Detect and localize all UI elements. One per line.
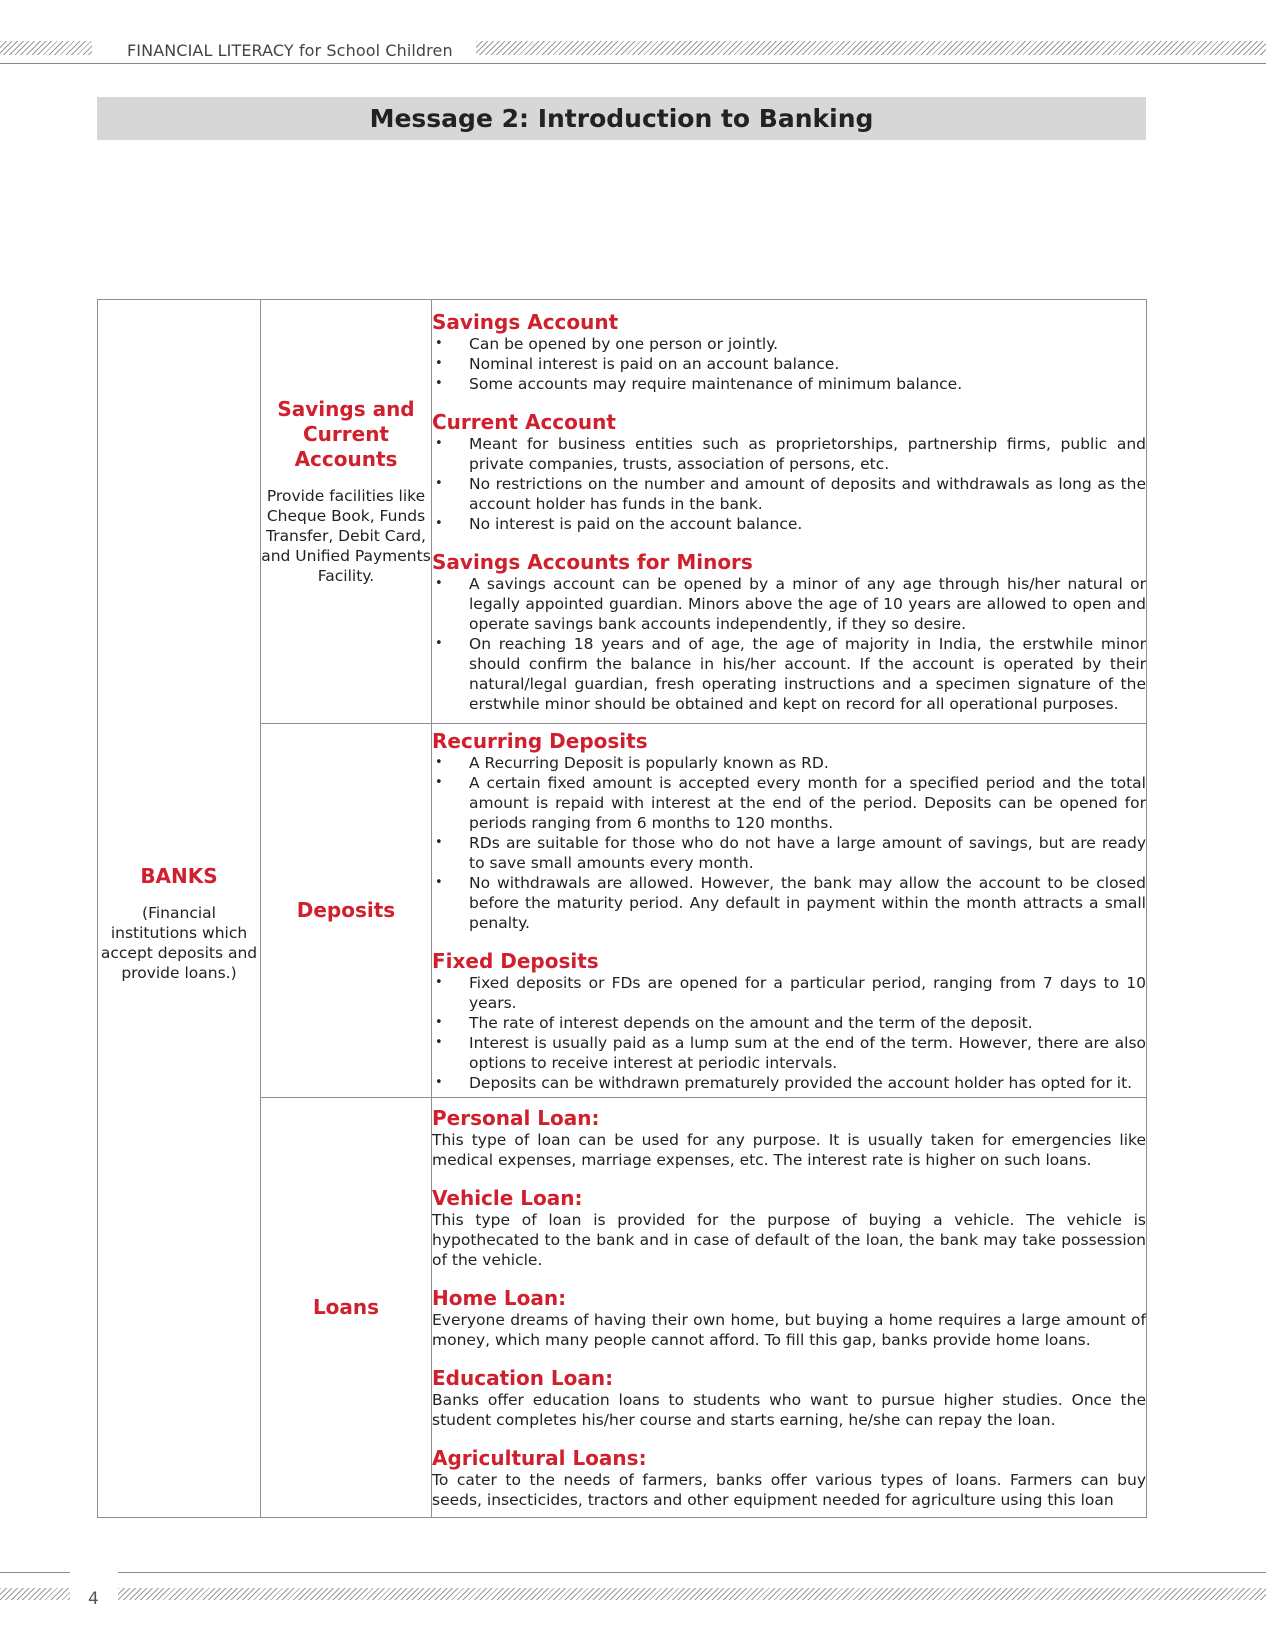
banks-label: BANKS [140, 864, 218, 888]
section-text: Everyone dreams of having their own home, but buying a home requires a large amount of money, which many people cannot afford. To fill this gap, banks provide home loans. [432, 1310, 1146, 1349]
minors-account-section [432, 550, 1146, 714]
list-item: • On reaching 18 years and of age, the age of majority in India, the erstwhile minor should confirm the balance in his/her account. If the account is operated by their natural/legal guardian, fresh operating instructions and a specimen signature of the erstwhile minor should be obtained and kept on record for all operational purposes. [432, 634, 1146, 714]
section-heading: Recurring Deposits [432, 728, 648, 753]
savings-current-cell [261, 300, 432, 724]
section-text: To cater to the needs of farmers, banks offer various types of loans. Farmers can buy seeds, insecticides, tractors and other equipment needed for agriculture using this loan [432, 1470, 1146, 1509]
deposits-details [432, 724, 1147, 1098]
footer-rule-right [118, 1572, 1266, 1573]
list-item: • RDs are suitable for those who do not have a large amount of savings, but are ready to save small amounts every month. [432, 833, 1146, 873]
page-number: 4 [88, 1589, 99, 1609]
list-item: • Can be opened by one person or jointly. [432, 334, 1146, 354]
current-account-section [432, 410, 1146, 534]
savings-current-details [432, 300, 1147, 724]
section-heading: Vehicle Loan: [432, 1185, 583, 1210]
section-text: This type of loan can be used for any purpose. It is usually taken for emergencies like medical expenses, marriage expenses, etc. The interest rate is higher on such loans. [432, 1130, 1146, 1169]
deposits-label: Deposits [296, 898, 396, 922]
list-item: • No withdrawals are allowed. However, the bank may allow the account to be closed before the maturity period. Any default in payment within the month attracts a small penalty. [432, 873, 1146, 933]
list-item: • Fixed deposits or FDs are opened for a particular period, ranging from 7 days to 10 years. [432, 973, 1146, 1013]
section-heading: Savings Accounts for Minors [432, 549, 753, 574]
vehicle-loan-section [432, 1186, 1146, 1270]
list-item: • Deposits can be withdrawn prematurely provided the account holder has opted for it. [432, 1073, 1146, 1093]
savings-current-description: Provide facilities like Cheque Book, Funds Transfer, Debit Card, and Unified Payments Facility. [261, 487, 431, 585]
table-row-savings [98, 300, 1147, 724]
list-item: • A savings account can be opened by a minor of any age through his/her natural or legally appointed guardian. Minors above the age of 10 years are allowed to open and operate savings bank accounts independently, if they so desire. [432, 574, 1146, 634]
header-hatch-right [476, 41, 1266, 55]
title-bar [97, 97, 1146, 140]
section-text: Banks offer education loans to students who want to pursue higher studies. Once the student completes his/her course and starts earning, he/she can repay the loan. [432, 1390, 1146, 1429]
page-title: Message 2: Introduction to Banking [369, 104, 874, 133]
list-item: • Interest is usually paid as a lump sum at the end of the term. However, there are also options to receive interest at periodic intervals. [432, 1033, 1146, 1073]
section-heading: Agricultural Loans: [432, 1445, 647, 1470]
section-heading: Fixed Deposits [432, 948, 599, 973]
personal-loan-section [432, 1106, 1146, 1170]
section-text: This type of loan is provided for the purpose of buying a vehicle. The vehicle is hypothecated to the bank and in case of default of the loan, the bank may take possession of the vehicle. [432, 1210, 1146, 1269]
section-heading: Personal Loan: [432, 1105, 600, 1130]
list-item: • Nominal interest is paid on an account balance. [432, 354, 1146, 374]
savings-account-section [432, 310, 1146, 394]
banks-description: (Financial institutions which accept deposits and provide loans.) [100, 904, 258, 982]
footer-hatch-right [118, 1588, 1266, 1600]
section-heading: Current Account [432, 409, 616, 434]
section-heading: Education Loan: [432, 1365, 614, 1390]
list-item: • Some accounts may require maintenance of minimum balance. [432, 374, 1146, 394]
header-title: FINANCIAL LITERACY for School Children [127, 41, 453, 60]
list-item: • The rate of interest depends on the amount and the term of the deposit. [432, 1013, 1146, 1033]
header-hatch-left [0, 41, 92, 55]
loans-cell [261, 1098, 432, 1518]
footer-rule-left [0, 1572, 70, 1573]
deposits-cell [261, 724, 432, 1098]
recurring-deposits-section [432, 729, 1146, 933]
header-rule [0, 63, 1266, 64]
list-item: • No interest is paid on the account balance. [432, 514, 1146, 534]
education-loan-section [432, 1366, 1146, 1430]
footer-hatch-left [0, 1588, 70, 1600]
list-item: • Meant for business entities such as proprietorships, partnership firms, public and private companies, trusts, association of persons, etc. [432, 434, 1146, 474]
list-item: • A certain fixed amount is accepted every month for a specified period and the total amount is repaid with interest at the end of the period. Deposits can be opened for periods ranging from 6 months to 120 months. [432, 773, 1146, 833]
home-loan-section [432, 1286, 1146, 1350]
banks-cell [98, 300, 261, 1518]
fixed-deposits-section [432, 949, 1146, 1093]
section-heading: Savings Account [432, 309, 619, 334]
list-item: • No restrictions on the number and amount of deposits and withdrawals as long as the account holder has funds in the bank. [432, 474, 1146, 514]
savings-current-label: Savings and Current Accounts [277, 397, 415, 471]
section-heading: Home Loan: [432, 1285, 567, 1310]
banking-table [97, 299, 1147, 1518]
agricultural-loans-section [432, 1446, 1146, 1510]
loans-details [432, 1098, 1147, 1518]
loans-label: Loans [312, 1295, 380, 1319]
list-item: • A Recurring Deposit is popularly known as RD. [432, 753, 1146, 773]
